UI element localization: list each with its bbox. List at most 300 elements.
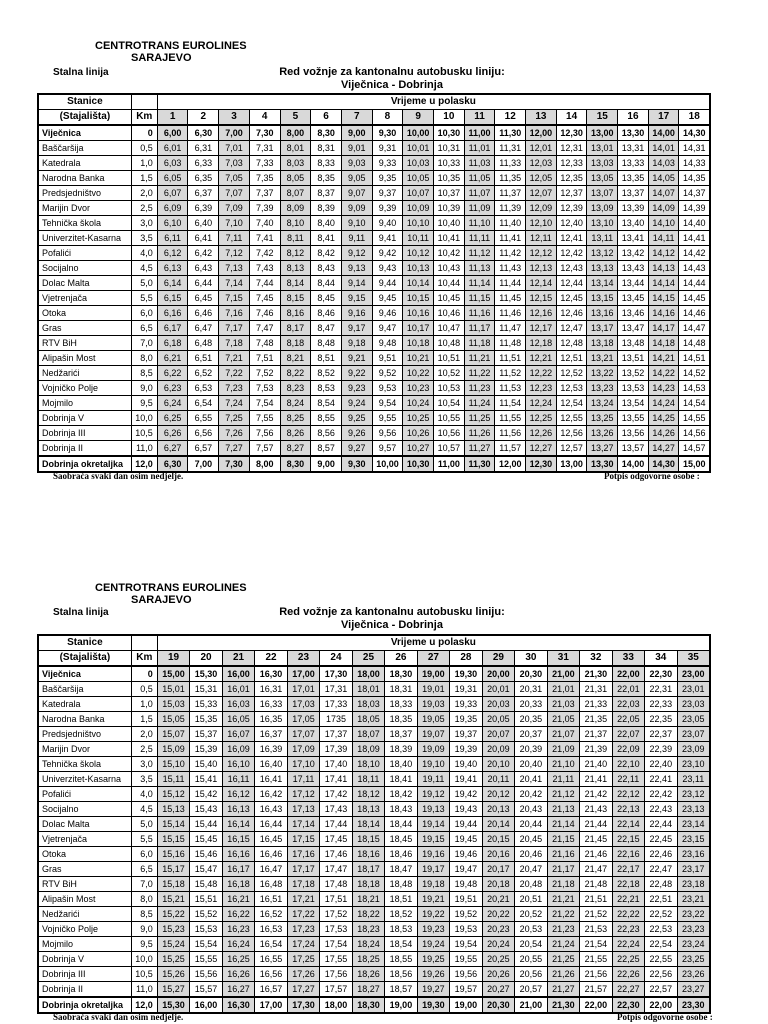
- departure-time: 9,05: [341, 171, 372, 186]
- departure-time: 15,44: [190, 817, 222, 832]
- station-km: 11,0: [131, 982, 157, 998]
- station-name: RTV BiH: [38, 336, 131, 351]
- departure-time: 7,13: [219, 261, 250, 276]
- departure-time: 20,07: [482, 727, 514, 742]
- station-km: 11,0: [131, 441, 157, 457]
- departure-time: 18,41: [385, 772, 417, 787]
- departure-number: 31: [547, 651, 579, 667]
- departure-time: 17,56: [320, 967, 352, 982]
- departure-time: 17,30: [320, 666, 352, 682]
- departure-time: 16,54: [255, 937, 287, 952]
- departure-time: 17,18: [287, 877, 319, 892]
- departure-time: 21,14: [547, 817, 579, 832]
- departure-time: 15,24: [157, 937, 189, 952]
- departure-time: 16,11: [222, 772, 254, 787]
- departure-time: 15,30: [190, 666, 222, 682]
- departure-time: 18,43: [385, 802, 417, 817]
- departure-time: 17,47: [320, 862, 352, 877]
- departure-time: 10,17: [403, 321, 434, 336]
- departure-time: 20,37: [515, 727, 547, 742]
- departure-time: 12,30: [526, 456, 557, 472]
- departure-time: 8,40: [311, 216, 342, 231]
- departure-time: 14,44: [679, 276, 710, 291]
- departure-time: 11,33: [495, 156, 526, 171]
- departure-time: 23,09: [677, 742, 710, 757]
- departure-time: 20,35: [515, 712, 547, 727]
- table-row: [38, 351, 710, 366]
- departure-time: 8,25: [280, 411, 311, 426]
- table-row: [38, 967, 710, 982]
- departure-time: 13,35: [618, 171, 649, 186]
- departure-time: 12,55: [556, 411, 587, 426]
- departure-time: 11,57: [495, 441, 526, 457]
- timetable-title: [250, 66, 534, 92]
- station-km: 10,0: [131, 411, 157, 426]
- departure-time: 14,55: [679, 411, 710, 426]
- departure-time: 15,43: [190, 802, 222, 817]
- departure-time: 16,47: [255, 862, 287, 877]
- departure-time: 15,18: [157, 877, 189, 892]
- departure-time: 6,52: [188, 366, 219, 381]
- station-name: Pofalići: [38, 246, 131, 261]
- departure-time: 23,27: [677, 982, 710, 998]
- departure-time: 12,11: [526, 231, 557, 246]
- station-km: 1,5: [131, 171, 157, 186]
- departure-time: 22,10: [612, 757, 644, 772]
- departure-time: 19,55: [450, 952, 482, 967]
- departure-time: 7,41: [249, 231, 280, 246]
- table-row: [38, 125, 710, 141]
- departure-time: 13,23: [587, 381, 618, 396]
- station-km: 0,5: [131, 141, 157, 156]
- station-km: 9,5: [131, 937, 157, 952]
- departure-time: 13,56: [618, 426, 649, 441]
- departure-time: 12,18: [526, 336, 557, 351]
- departure-time: 15,48: [190, 877, 222, 892]
- station-name: Socijalno: [38, 802, 131, 817]
- departure-time: 19,24: [417, 937, 449, 952]
- departure-time: 8,10: [280, 216, 311, 231]
- departure-time: 9,56: [372, 426, 403, 441]
- departure-time: 6,42: [188, 246, 219, 261]
- departure-time: 18,56: [385, 967, 417, 982]
- departure-time: 13,00: [556, 456, 587, 472]
- departure-number: 20: [190, 651, 222, 667]
- departure-time: 10,21: [403, 351, 434, 366]
- departure-time: 8,48: [311, 336, 342, 351]
- departure-time: 23,11: [677, 772, 710, 787]
- departure-time: 22,39: [645, 742, 677, 757]
- departure-time: 8,44: [311, 276, 342, 291]
- departure-time: 9,55: [372, 411, 403, 426]
- departure-time: 16,15: [222, 832, 254, 847]
- departure-time: 20,01: [482, 682, 514, 697]
- departure-time: 10,48: [433, 336, 464, 351]
- departure-time: 6,26: [157, 426, 188, 441]
- departure-time: 10,55: [433, 411, 464, 426]
- departure-time: 12,17: [526, 321, 557, 336]
- departure-time: 7,01: [219, 141, 250, 156]
- departure-time: 19,00: [385, 997, 417, 1013]
- departure-time: 8,14: [280, 276, 311, 291]
- departure-time: 15,27: [157, 982, 189, 998]
- departure-time: 21,44: [580, 817, 612, 832]
- departure-time: 18,00: [320, 997, 352, 1013]
- departure-time: 9,37: [372, 186, 403, 201]
- departure-time: 12,40: [556, 216, 587, 231]
- departure-time: 19,07: [417, 727, 449, 742]
- departure-time: 7,09: [219, 201, 250, 216]
- departure-time: 13,17: [587, 321, 618, 336]
- departure-time: 10,51: [433, 351, 464, 366]
- departure-time: 16,09: [222, 742, 254, 757]
- departure-time: 20,42: [515, 787, 547, 802]
- departure-time: 15,57: [190, 982, 222, 998]
- departure-time: 8,03: [280, 156, 311, 171]
- departure-time: 21,48: [580, 877, 612, 892]
- departure-time: 12,27: [526, 441, 557, 457]
- departure-time: 21,43: [580, 802, 612, 817]
- departure-time: 9,26: [341, 426, 372, 441]
- station-name: Gras: [38, 862, 131, 877]
- departure-time: 22,00: [580, 997, 612, 1013]
- departure-time: 15,47: [190, 862, 222, 877]
- departure-time: 22,57: [645, 982, 677, 998]
- departure-time: 9,27: [341, 441, 372, 457]
- station-km: 5,0: [131, 817, 157, 832]
- departures-header: Vrijeme u polasku: [157, 635, 710, 651]
- departure-time: 6,13: [157, 261, 188, 276]
- departure-time: 9,46: [372, 306, 403, 321]
- table-row: [38, 276, 710, 291]
- departure-time: 11,47: [495, 321, 526, 336]
- departure-number: 24: [320, 651, 352, 667]
- station-km: 8,5: [131, 366, 157, 381]
- departure-time: 20,33: [515, 697, 547, 712]
- departure-time: 11,23: [464, 381, 495, 396]
- departure-time: 22,07: [612, 727, 644, 742]
- departure-number: 30: [515, 651, 547, 667]
- departure-time: 8,56: [311, 426, 342, 441]
- table-row: [38, 772, 710, 787]
- departure-time: 19,25: [417, 952, 449, 967]
- departure-time: 22,25: [612, 952, 644, 967]
- station-km: 12,0: [131, 456, 157, 472]
- departure-time: 6,18: [157, 336, 188, 351]
- station-km: 9,0: [131, 922, 157, 937]
- station-km: 6,0: [131, 306, 157, 321]
- departure-number: 1: [157, 110, 188, 126]
- departure-time: 20,30: [482, 997, 514, 1013]
- departure-time: 23,05: [677, 712, 710, 727]
- departure-time: 6,11: [157, 231, 188, 246]
- departure-time: 18,05: [352, 712, 384, 727]
- departure-time: 14,46: [679, 306, 710, 321]
- departure-number: 34: [645, 651, 677, 667]
- departure-time: 22,56: [645, 967, 677, 982]
- departure-time: 20,26: [482, 967, 514, 982]
- departure-time: 14,00: [648, 125, 679, 141]
- km-header-top: [131, 635, 157, 651]
- departure-time: 12,14: [526, 276, 557, 291]
- departure-time: 21,51: [580, 892, 612, 907]
- departure-time: 6,00: [157, 125, 188, 141]
- station-km: 10,5: [131, 426, 157, 441]
- departure-time: 19,30: [450, 666, 482, 682]
- footer-note: Saobraća svaki dan osim nedjelje.: [53, 1012, 184, 1022]
- departure-time: 10,43: [433, 261, 464, 276]
- departure-time: 21,37: [580, 727, 612, 742]
- table-row: [38, 697, 710, 712]
- departure-time: 22,43: [645, 802, 677, 817]
- departure-time: 17,44: [320, 817, 352, 832]
- departure-time: 9,23: [341, 381, 372, 396]
- departure-time: 14,18: [648, 336, 679, 351]
- departure-time: 12,16: [526, 306, 557, 321]
- departure-time: 16,17: [222, 862, 254, 877]
- departure-time: 7,46: [249, 306, 280, 321]
- departure-time: 16,25: [222, 952, 254, 967]
- departure-time: 19,22: [417, 907, 449, 922]
- departure-time: 10,07: [403, 186, 434, 201]
- departure-time: 17,16: [287, 847, 319, 862]
- departure-time: 23,00: [677, 666, 710, 682]
- departure-time: 14,33: [679, 156, 710, 171]
- departure-time: 22,17: [612, 862, 644, 877]
- departure-time: 18,54: [385, 937, 417, 952]
- departure-time: 16,52: [255, 907, 287, 922]
- departure-time: 16,16: [222, 847, 254, 862]
- departure-time: 16,00: [190, 997, 222, 1013]
- departure-time: 9,43: [372, 261, 403, 276]
- departure-time: 6,55: [188, 411, 219, 426]
- departure-time: 23,26: [677, 967, 710, 982]
- departure-time: 10,35: [433, 171, 464, 186]
- station-km: 2,5: [131, 201, 157, 216]
- departure-time: 12,30: [556, 125, 587, 141]
- departure-time: 7,12: [219, 246, 250, 261]
- departure-time: 18,57: [385, 982, 417, 998]
- station-name: Dolac Malta: [38, 276, 131, 291]
- departure-time: 14,35: [679, 171, 710, 186]
- departure-time: 6,47: [188, 321, 219, 336]
- departure-time: 17,33: [320, 697, 352, 712]
- departure-time: 20,41: [515, 772, 547, 787]
- departure-time: 8,22: [280, 366, 311, 381]
- departure-time: 22,00: [612, 666, 644, 682]
- station-name: Otoka: [38, 306, 131, 321]
- departure-time: 20,44: [515, 817, 547, 832]
- departure-number: 13: [526, 110, 557, 126]
- departure-time: 8,43: [311, 261, 342, 276]
- departure-time: 21,52: [580, 907, 612, 922]
- departure-number: 5: [280, 110, 311, 126]
- departure-time: 19,10: [417, 757, 449, 772]
- departure-time: 16,18: [222, 877, 254, 892]
- departure-time: 21,23: [547, 922, 579, 937]
- departure-time: 6,53: [188, 381, 219, 396]
- departure-time: 20,46: [515, 847, 547, 862]
- departure-time: 19,52: [450, 907, 482, 922]
- departure-time: 14,42: [679, 246, 710, 261]
- departure-time: 22,53: [645, 922, 677, 937]
- departure-time: 10,41: [433, 231, 464, 246]
- departure-time: 19,40: [450, 757, 482, 772]
- table-row: [38, 937, 710, 952]
- departure-time: 11,46: [495, 306, 526, 321]
- departure-time: 10,01: [403, 141, 434, 156]
- departure-time: 20,56: [515, 967, 547, 982]
- departure-time: 10,09: [403, 201, 434, 216]
- departure-time: 11,30: [464, 456, 495, 472]
- departure-time: 13,47: [618, 321, 649, 336]
- departure-time: 19,43: [450, 802, 482, 817]
- table-row: [38, 742, 710, 757]
- departure-time: 15,11: [157, 772, 189, 787]
- departure-number: 15: [587, 110, 618, 126]
- timetable-table-1: [37, 93, 711, 473]
- departure-time: 15,51: [190, 892, 222, 907]
- departure-time: 21,41: [580, 772, 612, 787]
- departure-time: 18,53: [385, 922, 417, 937]
- departure-time: 16,35: [255, 712, 287, 727]
- departure-time: 21,00: [547, 666, 579, 682]
- departure-time: 9,22: [341, 366, 372, 381]
- departure-time: 13,15: [587, 291, 618, 306]
- departure-time: 22,14: [612, 817, 644, 832]
- departure-time: 12,46: [556, 306, 587, 321]
- departure-time: 15,12: [157, 787, 189, 802]
- station-name: Univerzitet-Kasarna: [38, 231, 131, 246]
- departure-time: 13,12: [587, 246, 618, 261]
- departure-time: 9,33: [372, 156, 403, 171]
- station-km: 8,0: [131, 892, 157, 907]
- departure-time: 7,51: [249, 351, 280, 366]
- departure-time: 9,18: [341, 336, 372, 351]
- departure-time: 17,00: [287, 666, 319, 682]
- departure-number: 7: [341, 110, 372, 126]
- departure-time: 13,37: [618, 186, 649, 201]
- station-km: 4,0: [131, 787, 157, 802]
- departure-time: 19,45: [450, 832, 482, 847]
- departure-time: 7,31: [249, 141, 280, 156]
- departure-time: 19,48: [450, 877, 482, 892]
- departure-time: 14,13: [648, 261, 679, 276]
- line-type: Stalna linija: [53, 67, 109, 78]
- departure-number: 22: [255, 651, 287, 667]
- station-km: 3,0: [131, 757, 157, 772]
- departure-time: 23,25: [677, 952, 710, 967]
- table-row: [38, 231, 710, 246]
- departure-time: 18,27: [352, 982, 384, 998]
- departure-time: 21,42: [580, 787, 612, 802]
- departure-time: 23,12: [677, 787, 710, 802]
- departure-number: 17: [648, 110, 679, 126]
- departure-time: 6,09: [157, 201, 188, 216]
- table-row: [38, 216, 710, 231]
- departure-time: 12,48: [556, 336, 587, 351]
- station-name: Marijin Dvor: [38, 201, 131, 216]
- departure-time: 9,42: [372, 246, 403, 261]
- departure-time: 18,37: [385, 727, 417, 742]
- departure-time: 17,24: [287, 937, 319, 952]
- table-row: [38, 862, 710, 877]
- departure-time: 6,24: [157, 396, 188, 411]
- departure-time: 16,56: [255, 967, 287, 982]
- departure-time: 18,52: [385, 907, 417, 922]
- station-name: Mojmilo: [38, 396, 131, 411]
- header-row: [38, 635, 710, 651]
- departure-number: 8: [372, 110, 403, 126]
- departure-time: 18,01: [352, 682, 384, 697]
- departure-time: 16,48: [255, 877, 287, 892]
- departure-time: 17,26: [287, 967, 319, 982]
- departure-time: 11,31: [495, 141, 526, 156]
- departure-time: 13,52: [618, 366, 649, 381]
- departure-time: 8,39: [311, 201, 342, 216]
- table-row: [38, 321, 710, 336]
- departure-time: 18,03: [352, 697, 384, 712]
- departure-time: 9,00: [311, 456, 342, 472]
- departure-time: 13,44: [618, 276, 649, 291]
- departure-time: 23,01: [677, 682, 710, 697]
- departure-time: 20,09: [482, 742, 514, 757]
- departure-time: 19,15: [417, 832, 449, 847]
- station-name: Vojničko Polje: [38, 922, 131, 937]
- departure-time: 17,14: [287, 817, 319, 832]
- station-km: 10,0: [131, 952, 157, 967]
- departure-time: 11,12: [464, 246, 495, 261]
- departure-time: 19,16: [417, 847, 449, 862]
- signature-label: Potpis odgovorne osobe :: [604, 471, 700, 481]
- departure-time: 11,56: [495, 426, 526, 441]
- departure-time: 19,05: [417, 712, 449, 727]
- departure-time: 6,10: [157, 216, 188, 231]
- departure-time: 14,10: [648, 216, 679, 231]
- departure-time: 7,48: [249, 336, 280, 351]
- departure-time: 13,39: [618, 201, 649, 216]
- departure-time: 14,27: [648, 441, 679, 457]
- departure-time: 21,30: [580, 666, 612, 682]
- departure-time: 9,12: [341, 246, 372, 261]
- departure-time: 7,37: [249, 186, 280, 201]
- departure-time: 14,07: [648, 186, 679, 201]
- departure-time: 17,46: [320, 847, 352, 862]
- departure-time: 9,35: [372, 171, 403, 186]
- departure-time: 17,12: [287, 787, 319, 802]
- departure-time: 13,48: [618, 336, 649, 351]
- departure-time: 18,40: [385, 757, 417, 772]
- company-city: SARAJEVO: [131, 52, 192, 64]
- departure-time: 19,14: [417, 817, 449, 832]
- departure-time: 18,09: [352, 742, 384, 757]
- departure-time: 22,03: [612, 697, 644, 712]
- departure-number: 25: [352, 651, 384, 667]
- departure-time: 7,15: [219, 291, 250, 306]
- departure-time: 20,25: [482, 952, 514, 967]
- departure-time: 19,03: [417, 697, 449, 712]
- departure-time: 22,46: [645, 847, 677, 862]
- station-km: 2,0: [131, 727, 157, 742]
- departure-time: 12,26: [526, 426, 557, 441]
- departure-time: 15,45: [190, 832, 222, 847]
- departure-time: 14,43: [679, 261, 710, 276]
- departure-time: 16,37: [255, 727, 287, 742]
- departure-time: 19,09: [417, 742, 449, 757]
- departure-time: 23,18: [677, 877, 710, 892]
- departure-time: 21,05: [547, 712, 579, 727]
- table-row: [38, 892, 710, 907]
